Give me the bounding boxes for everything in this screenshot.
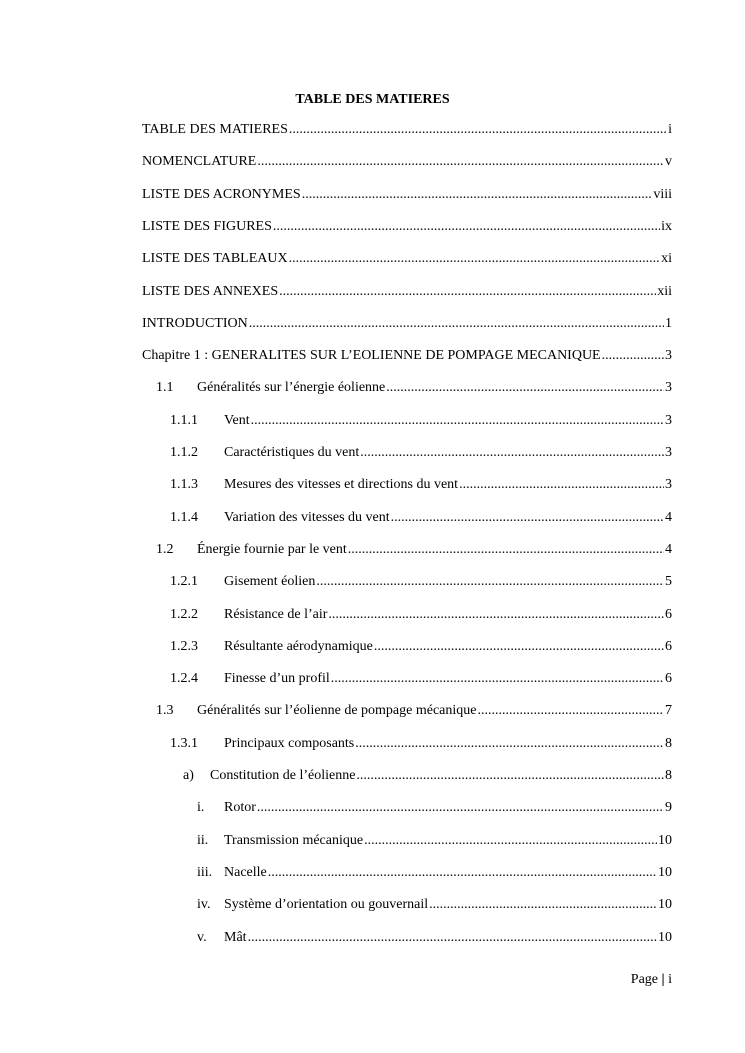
- toc-entry-page: 6: [665, 671, 672, 687]
- toc-entry-title: NOMENCLATURE: [142, 154, 257, 170]
- toc-entry-title: Mesures des vitesses et directions du vent: [224, 477, 459, 493]
- toc-dot-leader: [249, 315, 664, 333]
- toc-entry[interactable]: [156, 379, 672, 397]
- toc-dot-leader: [429, 896, 657, 914]
- toc-entry-number: 1.2: [156, 541, 174, 557]
- toc-entry-page: xii: [657, 283, 672, 299]
- toc-entry[interactable]: [170, 573, 672, 591]
- toc-entry-page: 3: [665, 412, 672, 428]
- toc-entry[interactable]: [170, 638, 672, 656]
- toc-entry-page: 5: [665, 574, 672, 590]
- toc-entry[interactable]: [142, 283, 672, 301]
- toc-entry-page: 6: [665, 606, 672, 622]
- toc-entry[interactable]: [142, 250, 672, 268]
- toc-entry-number: 1.1.1: [170, 412, 198, 428]
- toc-entry-page: viii: [653, 186, 672, 202]
- toc-entry-number: 1.2.4: [170, 671, 198, 687]
- toc-dot-leader: [257, 799, 664, 817]
- toc-entry-title: Caractéristiques du vent: [224, 445, 360, 460]
- toc-entry[interactable]: [142, 186, 672, 204]
- toc-entry-page: 3: [665, 477, 672, 493]
- footer-separator: |: [661, 972, 665, 987]
- toc-dot-leader: [391, 509, 664, 527]
- toc-entry-number: 1.1.3: [170, 477, 198, 493]
- toc-entry-page: 10: [658, 864, 672, 880]
- toc-dot-leader: [257, 153, 664, 171]
- toc-entry-number: 1.1.2: [170, 445, 198, 460]
- toc-entry-page: 6: [665, 638, 672, 654]
- toc-entry-number: iii.: [197, 864, 213, 880]
- toc-dot-leader: [268, 864, 657, 882]
- toc-entry-page: ix: [661, 218, 672, 234]
- toc-entry-title: Rotor: [224, 800, 256, 816]
- toc-entry[interactable]: [170, 509, 672, 527]
- toc-entry-page: 8: [665, 768, 672, 783]
- toc-entry[interactable]: [142, 347, 672, 365]
- toc-dot-leader: [356, 767, 664, 785]
- toc-entry-title: LISTE DES TABLEAUX: [142, 251, 288, 267]
- page-title: TABLE DES MATIERES: [295, 92, 450, 107]
- toc-entry-number: 1.1.4: [170, 509, 198, 525]
- toc-dot-leader: [360, 444, 664, 462]
- footer-label: Page: [630, 972, 659, 987]
- toc-dot-leader: [364, 832, 657, 850]
- toc-entry[interactable]: [170, 412, 672, 430]
- toc-entry-number: iv.: [197, 897, 211, 913]
- toc-entry-title: LISTE DES ANNEXES: [142, 283, 279, 299]
- toc-entry-number: 1.2.3: [170, 638, 198, 654]
- toc-dot-leader: [316, 573, 664, 591]
- toc-dot-leader: [251, 412, 664, 430]
- toc-entry-title: Généralités sur l’éolienne de pompage mécanique: [197, 703, 477, 719]
- toc-dot-leader: [459, 476, 664, 494]
- toc-entry[interactable]: [197, 929, 672, 947]
- toc-dot-leader: [386, 379, 664, 397]
- toc-entry[interactable]: [142, 121, 672, 139]
- toc-entry-title: LISTE DES ACRONYMES: [142, 186, 301, 202]
- toc-entry-number: 1.2.2: [170, 606, 198, 622]
- toc-entry-title: Énergie fournie par le vent: [197, 541, 347, 557]
- toc-dot-leader: [273, 218, 660, 236]
- toc-dot-leader: [348, 541, 664, 559]
- toc-dot-leader: [374, 638, 664, 656]
- toc-entry-title: Chapitre 1 : GENERALITES SUR L’EOLIENNE DE POMPAGE MECANIQUE: [142, 348, 601, 364]
- toc-entry-number: v.: [197, 929, 207, 945]
- toc-entry-title: INTRODUCTION: [142, 315, 248, 331]
- toc-dot-leader: [328, 606, 664, 624]
- toc-entry-number: 1.3: [156, 703, 174, 719]
- toc-entry[interactable]: [170, 606, 672, 624]
- toc-entry-title: Résultante aérodynamique: [224, 638, 373, 654]
- toc-entry-page: 4: [665, 541, 672, 557]
- toc-entry-number: a): [183, 768, 194, 783]
- toc-entry-title: LISTE DES FIGURES: [142, 218, 272, 234]
- toc-entry-page: 3: [665, 348, 672, 364]
- toc-dot-leader: [248, 929, 657, 947]
- toc-dot-leader: [602, 347, 664, 365]
- toc-entry[interactable]: [170, 670, 672, 688]
- toc-entry-page: 4: [665, 509, 672, 525]
- toc-entry-number: ii.: [197, 832, 209, 848]
- toc-entry[interactable]: [142, 218, 672, 236]
- toc-entry-page: 10: [658, 929, 672, 945]
- page-footer: [631, 972, 672, 988]
- toc-entry-page: 3: [665, 445, 672, 460]
- toc-entry-title: Mât: [224, 929, 247, 945]
- toc-dot-leader: [289, 250, 660, 268]
- toc-entry-title: Généralités sur l’énergie éolienne: [197, 380, 386, 396]
- toc-entry[interactable]: [170, 735, 672, 753]
- toc-dot-leader: [355, 735, 664, 753]
- toc-dot-leader: [331, 670, 664, 688]
- toc-dot-leader: [279, 283, 656, 301]
- toc-entry-title: Transmission mécanique: [224, 832, 364, 848]
- toc-entry[interactable]: [170, 476, 672, 494]
- toc-entry-page: xi: [661, 251, 672, 267]
- toc-entry-page: 10: [658, 897, 672, 913]
- toc-entry[interactable]: [197, 864, 672, 882]
- toc-entry-title: Constitution de l’éolienne: [210, 768, 356, 783]
- toc-entry-title: Gisement éolien: [224, 574, 316, 590]
- toc-dot-leader: [289, 121, 667, 139]
- toc-entry-number: 1.3.1: [170, 735, 198, 751]
- toc-entry[interactable]: [197, 799, 672, 817]
- toc-entry-title: TABLE DES MATIERES: [142, 122, 288, 137]
- toc-entry-title: Variation des vitesses du vent: [224, 509, 390, 525]
- toc-entry[interactable]: [170, 444, 672, 462]
- toc-entry-number: 1.2.1: [170, 574, 198, 590]
- toc-entry-page: 8: [665, 735, 672, 751]
- toc-entry[interactable]: [142, 153, 672, 171]
- toc-entry-title: Nacelle: [224, 864, 267, 880]
- toc-entry-number: 1.1: [156, 380, 174, 396]
- toc-entry-title: Vent: [224, 412, 250, 428]
- toc-dot-leader: [302, 186, 653, 204]
- toc-entry-page: 3: [665, 380, 672, 396]
- toc-entry-page: 10: [658, 832, 672, 848]
- toc-entry-page: i: [668, 122, 672, 137]
- toc-entry[interactable]: [197, 832, 672, 850]
- toc-entry-page: v: [665, 154, 672, 170]
- toc-dot-leader: [478, 702, 665, 720]
- toc-entry-title: Résistance de l’air: [224, 606, 328, 622]
- toc-entry-number: i.: [197, 800, 205, 816]
- toc-entry[interactable]: [183, 767, 672, 785]
- toc-entry-title: Système d’orientation ou gouvernail: [224, 897, 429, 913]
- toc-entry-page: 1: [665, 315, 672, 331]
- toc-entry[interactable]: [156, 702, 672, 720]
- footer-page-number: i: [668, 972, 672, 987]
- toc-entry[interactable]: [197, 896, 672, 914]
- toc-entry-title: Principaux composants: [224, 735, 355, 751]
- toc-entry-page: 9: [665, 800, 672, 816]
- toc-entry-title: Finesse d’un profil: [224, 671, 330, 687]
- toc-entry[interactable]: [142, 315, 672, 333]
- toc-entry-page: 7: [665, 703, 672, 719]
- toc-entry[interactable]: [156, 541, 672, 559]
